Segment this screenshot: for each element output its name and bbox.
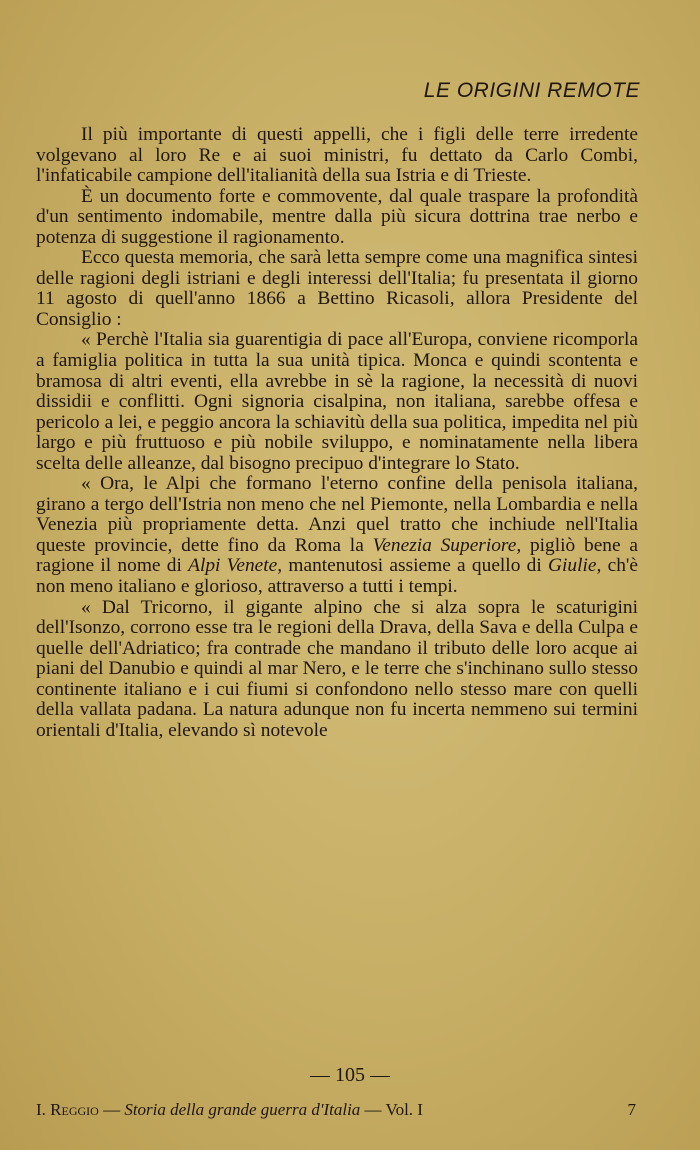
paragraph-5-text-a: « Ora, le Alpi che formano l'eterno confine della penisola italiana, girano a tergo dell'Istria non meno che nel Piemonte, nella Lombardia e nella Venezia più propriamente detta. Anzi quel tratto che inchiude nell'Italia queste provincie, dette fino da Roma la — [36, 473, 638, 556]
paragraph-4: « Perchè l'Italia sia guarentigia di pace all'Europa, conviene ricomporla a famiglia politica in tutta la sua unità tipica. Monca e quindi scontenta e bramosa di altri eventi, ella avrebbe in sè la ragione, la necessità di nuovi dissidii e conflitti. Ogni signoria cisalpina, non italiana, sarebbe offesa e pericolo a lei, e peggio ancora la schiavitù della sua politica, impedita nel più largo e più fruttuoso e più nobile sviluppo, e nominatamente nella libera scelta delle alleanze, dal bisogno precipuo d'integrare lo Stato. — [36, 329, 638, 474]
footer-signature: 7 — [627, 1100, 636, 1119]
footer-dash-1: — — [98, 1100, 125, 1119]
footer-author: I. Reggio — [36, 1100, 99, 1119]
footer-credit — [36, 1100, 423, 1120]
paragraph-5-text-c: mantenutosi assieme a quello di — [282, 555, 548, 577]
paragraph-5-italic-alpi: Alpi Venete, — [188, 555, 283, 577]
paragraph-6: « Dal Tricorno, il gigante alpino che si alza sopra le scaturigini dell'Isonzo, corrono esse tra le regioni della Drava, della Sava e della Culpa e quelle dell'Adriatico; fra contrade che mandano il tributo delle loro acque ai piani del Danubio e quindi al mar Nero, e le terre che s'inchinano sullo stesso continente italiano e i cui fiumi si confondono nello stesso mare con quelli della vallata padana. La natura adunque non fu incerta nemmeno sui termini orientali d'Italia, elevando sì notevole — [36, 596, 638, 741]
paragraph-5-italic-giulie: Giulie, — [548, 555, 602, 577]
paragraph-5-text-d: ch'è non meno italiano e glorioso, attraverso a tutti i tempi. — [36, 555, 638, 598]
paragraph-5 — [36, 474, 638, 597]
page-number: — 105 — — [310, 1064, 390, 1086]
paragraph-1: Il più importante di questi appelli, che i figli delle terre irredente volgevano al loro Re e ai suoi ministri, fu dettato da Carlo Combi, l'infaticabile campione dell'italianità della sua Istria e di Trieste. — [36, 124, 638, 187]
paragraph-5-italic-venezia: Venezia Superiore, — [372, 534, 522, 556]
paragraph-2: È un documento forte e commovente, dal quale traspare la profondità d'un sentimento indomabile, mentre dalla più sicura dottrina trae nerbo e potenza di suggestione il ragionamento. — [36, 185, 638, 248]
paragraph-3: Ecco questa memoria, che sarà letta sempre come una magnifica sintesi delle ragioni degli istriani e degli interessi dell'Italia; fu presentata il giorno 11 agosto di quell'anno 1866 a Bettino Ricasoli, allora Presidente del Consiglio : — [36, 247, 638, 330]
body-text — [36, 125, 638, 741]
footer-title: Storia della grande guerra d'Italia — [124, 1100, 361, 1119]
footer-volume: — Vol. I — [360, 1100, 423, 1119]
running-head: LE ORIGINI REMOTE — [423, 79, 640, 102]
footer — [36, 1100, 636, 1120]
paragraph-5-text-b: pigliò bene a ragione il nome di — [36, 534, 638, 577]
